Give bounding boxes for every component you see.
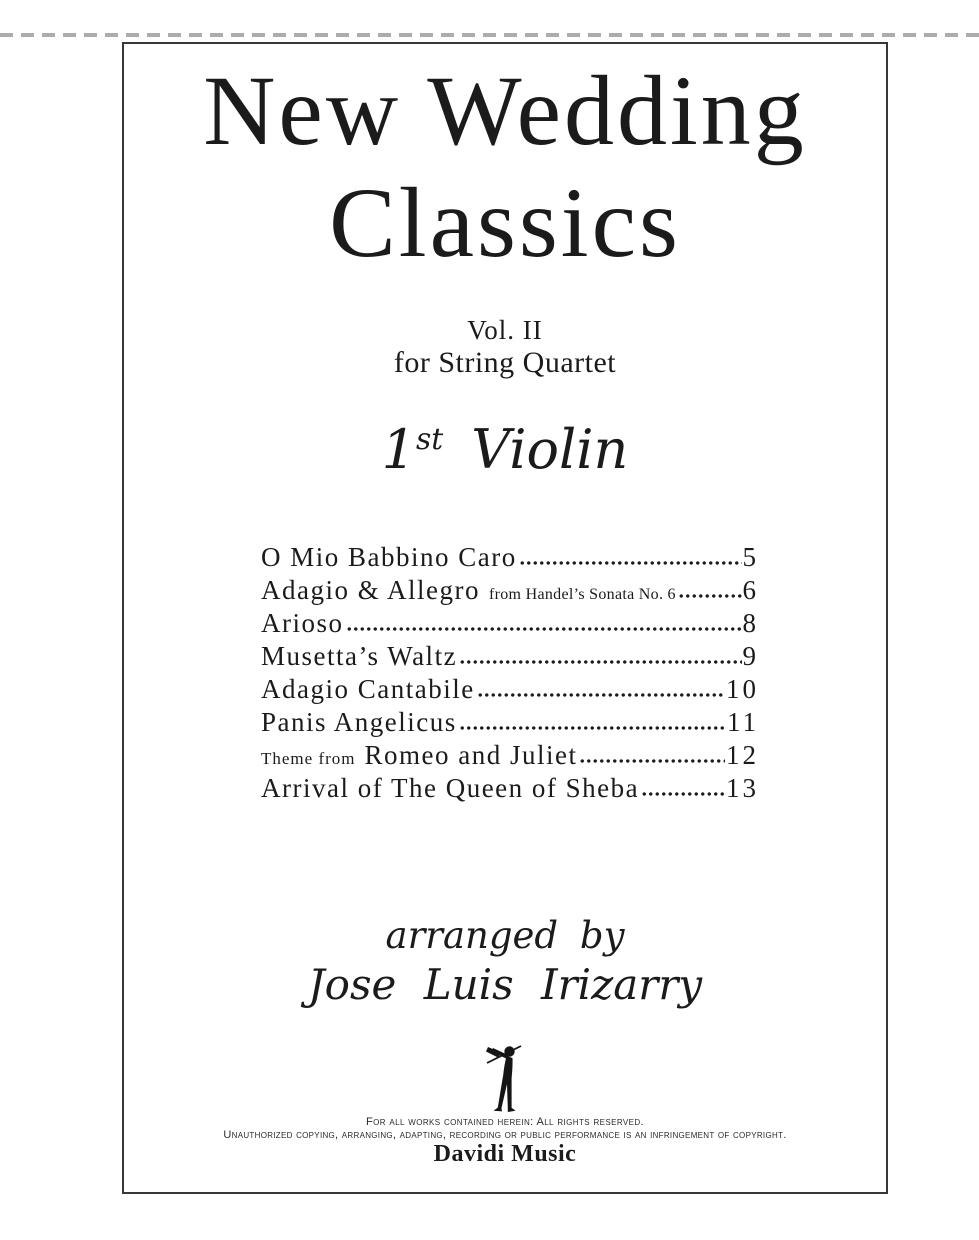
publisher-name: Davidi Music — [433, 1141, 577, 1167]
toc-dotted-leader — [579, 758, 725, 764]
toc-page-number: 8 — [742, 608, 759, 638]
part-instrument: Violin — [471, 418, 629, 481]
toc-page-number: 11 — [727, 707, 759, 737]
toc-item-note: from Handel’s Sonata No. 6 — [488, 586, 676, 603]
toc-dotted-leader — [346, 626, 742, 632]
toc-item-title: Musetta’s Waltz — [261, 641, 458, 671]
toc-item-title: Adagio & Allegro — [261, 575, 480, 605]
toc-dotted-leader — [459, 725, 726, 731]
toc-item-title: Arrival of The Queen of Sheba — [261, 773, 640, 803]
toc-dotted-leader — [477, 692, 725, 698]
volume-label: Vol. II — [467, 315, 543, 345]
title-line-1: New Wedding — [203, 55, 807, 166]
rights-notice-line1: For all works contained herein: All rights reserved. — [366, 1116, 644, 1128]
toc-item-prefix: Theme from — [261, 749, 356, 768]
part-number — [382, 418, 444, 481]
table-of-contents — [261, 541, 759, 805]
title-line-2: Classics — [329, 167, 681, 278]
toc-item-title: Romeo and Juliet — [364, 740, 578, 770]
toc-item-title: Panis Angelicus — [261, 707, 457, 737]
toc-item — [261, 640, 759, 673]
arranger-name: Jose Luis Irizarry — [307, 960, 703, 1009]
toc-dotted-leader — [459, 659, 741, 665]
toc-page-number: 6 — [742, 575, 759, 605]
part-ordinal: st — [416, 422, 444, 457]
toc-item — [261, 541, 759, 574]
toc-page-number: 12 — [726, 740, 759, 770]
toc-item — [261, 772, 759, 805]
arranged-by-label: arranged by — [385, 914, 625, 957]
toc-item-title: O Mio Babbino Caro — [261, 542, 517, 572]
part-number-digit: 1 — [381, 418, 417, 481]
toc-item — [261, 706, 759, 739]
publisher-logo — [122, 1044, 888, 1114]
toc-page-number: 9 — [742, 641, 759, 671]
toc-page-number: 13 — [726, 773, 759, 803]
violinist-icon — [484, 1044, 526, 1114]
toc-item — [261, 739, 759, 772]
toc-dotted-leader — [678, 593, 742, 599]
toc-dotted-leader — [519, 560, 742, 566]
toc-dotted-leader — [641, 791, 725, 797]
scan-artifact — [0, 33, 979, 37]
page-title — [122, 55, 888, 279]
toc-item-title: Adagio Cantabile — [261, 674, 475, 704]
subtitle: for String Quartet — [393, 346, 617, 379]
toc-item — [261, 607, 759, 640]
toc-item — [261, 673, 759, 706]
toc-item-title: Arioso — [261, 608, 344, 638]
rights-notice-line2: Unauthorized copying, arranging, adapting, recording or public performance is an infringement of copyright. — [223, 1129, 787, 1141]
toc-page-number: 5 — [742, 542, 759, 572]
toc-page-number: 10 — [726, 674, 759, 704]
toc-item — [261, 574, 759, 607]
part-name — [122, 418, 888, 481]
